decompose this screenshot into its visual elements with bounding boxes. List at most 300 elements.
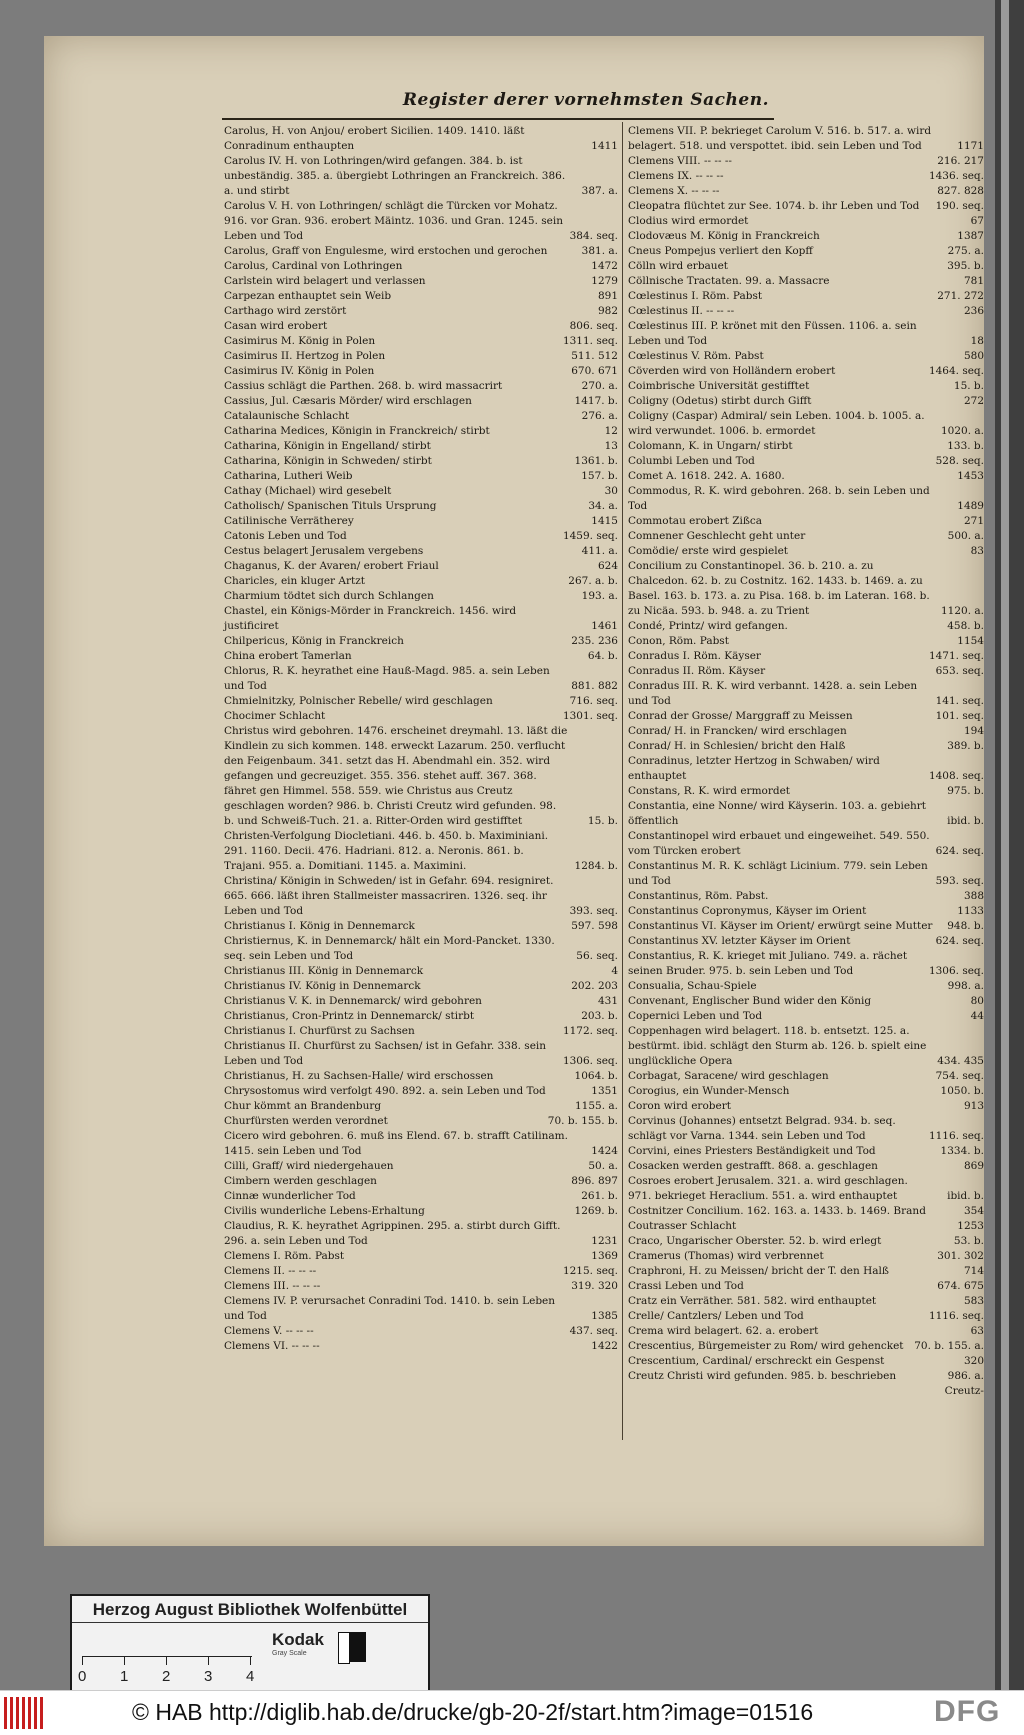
entry-text: Comödie/ erste wird gespielet bbox=[628, 545, 789, 557]
entry-text: Crassi Leben und Tod bbox=[628, 1280, 744, 1292]
entry-page-ref: 597. 598 bbox=[571, 920, 618, 932]
entry-page-ref: 891 bbox=[597, 290, 618, 302]
entry-text: Convenant, Englischer Bund wider den König bbox=[628, 995, 872, 1007]
index-entry bbox=[224, 1294, 618, 1324]
entry-text: Clemens VIII. -- -- -- bbox=[628, 155, 732, 167]
index-entry bbox=[224, 274, 618, 289]
entry-page-ref: 80 bbox=[970, 995, 984, 1007]
entry-text: Catilinische Verrätherey bbox=[224, 515, 354, 527]
entry-text: Churfürsten werden verordnet bbox=[224, 1115, 388, 1127]
entry-text: Chlorus, R. K. heyrathet eine Hauß-Magd. 985. a. sein Leben und Tod bbox=[224, 665, 550, 692]
entry-text: Chilpericus, König in Franckreich bbox=[224, 635, 404, 647]
entry-text: Coligny (Caspar) Admiral/ sein Leben. 1004. b. 1005. a. wird verwundet. 1006. b. ermordet bbox=[628, 410, 925, 437]
index-entry bbox=[224, 724, 618, 829]
entry-page-ref: 101. seq. bbox=[935, 710, 984, 722]
index-entry bbox=[224, 334, 618, 349]
index-entry bbox=[628, 1339, 984, 1354]
index-entry bbox=[224, 1024, 618, 1039]
entry-page-ref: 1453 bbox=[957, 470, 984, 482]
library-name: Herzog August Bibliothek Wolfenbüttel bbox=[92, 1600, 408, 1619]
entry-page-ref: 624. seq. bbox=[935, 845, 984, 857]
entry-page-ref: 1471. seq. bbox=[928, 650, 984, 662]
entry-text: Corvinus (Johannes) entsetzt Belgrad. 934. b. seq. schlägt vor Varna. 1344. sein Leben und Tod bbox=[628, 1115, 896, 1142]
entry-page-ref: 320 bbox=[963, 1355, 984, 1367]
entry-text: Clemens V. -- -- -- bbox=[224, 1325, 314, 1337]
index-entry bbox=[628, 304, 984, 319]
entry-text: Christus wird gebohren. 1476. erscheinet dreymahl. 13. läßt die Kindlein zu sich kommen. 148. erweckt Lazarum. 250. verflucht den Feigenbaum. 341. setzt das H. Abendmahl ein. 352. wird gefangen und gecreuziget. 355. 356. stehet auff. 367. 368. fähret gen Himmel. 558. 559. wie Christus aus Creutz geschlagen worden? 986. b. Christi Creutz wird gefunden. 98. b. und Schweiß-Tuch. 21. a. Ritter-Orden wird gestifftet bbox=[224, 725, 568, 827]
entry-text: Claudius, R. K. heyrathet Agrippinen. 295. a. stirbt durch Gifft. 296. a. sein Leben und Tod bbox=[224, 1220, 561, 1247]
kodak-logo: Kodak bbox=[272, 1630, 324, 1649]
index-entry bbox=[224, 1219, 618, 1249]
index-entry bbox=[224, 289, 618, 304]
index-entry bbox=[224, 1324, 618, 1339]
index-entry bbox=[224, 1129, 618, 1159]
gray-patch-light bbox=[338, 1632, 350, 1664]
index-entry bbox=[224, 484, 618, 499]
entry-text: Costnitzer Concilium. 162. 163. a. 1433. b. 1469. Brand bbox=[628, 1205, 926, 1217]
entry-page-ref: 56. seq. bbox=[576, 950, 618, 962]
index-entry bbox=[224, 1264, 618, 1279]
index-entry bbox=[628, 409, 984, 439]
entry-text: Christianus III. König in Dennemarck bbox=[224, 965, 424, 977]
index-entry bbox=[628, 1219, 984, 1234]
entry-text: Chrysostomus wird verfolgt 490. 892. a. sein Leben und Tod bbox=[224, 1085, 546, 1097]
entry-page-ref: 948. b. bbox=[947, 920, 984, 932]
entry-page-ref: 270. a. bbox=[581, 380, 618, 392]
index-entry bbox=[224, 694, 618, 709]
entry-text: Cœlestinus III. P. krönet mit den Füssen. 1106. a. sein Leben und Tod bbox=[628, 320, 917, 347]
entry-page-ref: 4 bbox=[611, 965, 618, 977]
entry-text: Clemens VII. P. bekrieget Carolum V. 516. b. 517. a. wird belagert. 518. und verspottet. ibid. sein Leben und Tod bbox=[628, 125, 932, 152]
entry-page-ref: 354 bbox=[963, 1205, 984, 1217]
entry-page-ref: 388 bbox=[963, 890, 984, 902]
entry-page-ref: 913 bbox=[963, 1100, 984, 1112]
index-entry bbox=[628, 469, 984, 484]
index-entry bbox=[628, 1069, 984, 1084]
index-entry bbox=[628, 349, 984, 364]
entry-page-ref: 275. a. bbox=[947, 245, 984, 257]
index-entry bbox=[224, 709, 618, 724]
entry-text: Creutz Christi wird gefunden. 985. b. beschrieben bbox=[628, 1370, 897, 1382]
entry-page-ref: 998. a. bbox=[947, 980, 984, 992]
entry-page-ref: 431 bbox=[597, 995, 618, 1007]
index-entry bbox=[224, 994, 618, 1009]
entry-text: Clemens IV. P. verursachet Conradini Tod. 1410. b. sein Leben und Tod bbox=[224, 1295, 556, 1322]
entry-text: Constantinus VI. Käyser im Orient/ erwürgt seine Mutter bbox=[628, 920, 933, 932]
entry-text: Commotau erobert Zißca bbox=[628, 515, 763, 527]
index-entry bbox=[224, 589, 618, 604]
index-entry bbox=[628, 1204, 984, 1219]
entry-page-ref: 511. 512 bbox=[571, 350, 618, 362]
entry-page-ref: 13 bbox=[604, 440, 618, 452]
index-entry bbox=[628, 259, 984, 274]
entry-text: Catholisch/ Spanischen Tituls Ursprung bbox=[224, 500, 437, 512]
entry-page-ref: 133. b. bbox=[947, 440, 984, 452]
entry-page-ref: 714 bbox=[963, 1265, 984, 1277]
index-entry bbox=[628, 1144, 984, 1159]
index-entry bbox=[224, 529, 618, 544]
entry-text: Clemens II. -- -- -- bbox=[224, 1265, 317, 1277]
entry-page-ref: 1020. a. bbox=[941, 425, 984, 437]
entry-text: Casan wird erobert bbox=[224, 320, 328, 332]
index-entry bbox=[628, 154, 984, 169]
index-entry bbox=[224, 934, 618, 964]
entry-page-ref: 64. b. bbox=[587, 650, 618, 662]
entry-text: Copernici Leben und Tod bbox=[628, 1010, 763, 1022]
index-entry bbox=[224, 979, 618, 994]
entry-page-ref: 1464. seq. bbox=[928, 365, 984, 377]
index-entry bbox=[224, 469, 618, 484]
entry-page-ref: 1253 bbox=[957, 1220, 984, 1232]
entry-text: Chaganus, K. der Avaren/ erobert Friaul bbox=[224, 560, 439, 572]
index-entry bbox=[628, 1174, 984, 1204]
entry-text: Conradinus, letzter Hertzog in Schwaben/ wird enthauptet bbox=[628, 755, 880, 782]
entry-text: Constantinus Copronymus, Käyser im Orient bbox=[628, 905, 867, 917]
entry-text: Conrad/ H. in Schlesien/ bricht den Halß bbox=[628, 740, 846, 752]
entry-text: Constantinus XV. letzter Käyser im Orient bbox=[628, 935, 851, 947]
entry-text: Carolus, Graff von Engulesme, wird erstochen und gerochen bbox=[224, 245, 548, 257]
entry-page-ref: 15. b. bbox=[953, 380, 984, 392]
entry-text: Cœlestinus II. -- -- -- bbox=[628, 305, 735, 317]
entry-page-ref: 216. 217 bbox=[937, 155, 984, 167]
entry-page-ref: 528. seq. bbox=[935, 455, 984, 467]
page-header: Register derer vornehmsten Sachen. bbox=[402, 90, 769, 110]
index-entry bbox=[628, 559, 984, 619]
entry-text: Carthago wird zerstört bbox=[224, 305, 347, 317]
entry-text: Carolus V. H. von Lothringen/ schlägt die Türcken vor Mohatz. 916. vor Gran. 936. erobert Mäintz. 1036. und Gran. 1245. sein Leben und Tod bbox=[224, 200, 563, 242]
entry-text: Clemens IX. -- -- -- bbox=[628, 170, 724, 182]
index-entry bbox=[224, 1099, 618, 1114]
entry-text: Chur kömmt an Brandenburg bbox=[224, 1100, 382, 1112]
entry-page-ref: 70. b. 155. b. bbox=[547, 1115, 618, 1127]
entry-page-ref: 1415 bbox=[591, 515, 618, 527]
entry-text: Conrad/ H. in Francken/ wird erschlagen bbox=[628, 725, 847, 737]
index-entry bbox=[628, 799, 984, 829]
entry-page-ref: 1411 bbox=[591, 140, 618, 152]
entry-text: Cestus belagert Jerusalem vergebens bbox=[224, 545, 424, 557]
entry-text: Constans, R. K. wird ermordet bbox=[628, 785, 791, 797]
index-entry bbox=[628, 379, 984, 394]
entry-page-ref: 434. 435 bbox=[937, 1055, 984, 1067]
hab-logo-icon bbox=[4, 1697, 46, 1729]
index-entry bbox=[224, 919, 618, 934]
index-entry bbox=[628, 529, 984, 544]
index-entry bbox=[628, 1099, 984, 1114]
index-entry bbox=[628, 1114, 984, 1144]
entry-page-ref: 458. b. bbox=[947, 620, 984, 632]
entry-page-ref: 157. b. bbox=[581, 470, 618, 482]
entry-text: Cilli, Graff/ wird niedergehauen bbox=[224, 1160, 394, 1172]
index-entry bbox=[628, 949, 984, 979]
index-entry bbox=[628, 709, 984, 724]
entry-page-ref: 716. seq. bbox=[569, 695, 618, 707]
entry-page-ref: 653. seq. bbox=[935, 665, 984, 677]
index-entry bbox=[224, 319, 618, 334]
index-entry bbox=[224, 349, 618, 364]
entry-text: Catharina, Lutheri Weib bbox=[224, 470, 353, 482]
entry-page-ref: 624 bbox=[597, 560, 618, 572]
entry-text: Constantinus M. R. K. schlägt Licinium. 779. sein Leben und Tod bbox=[628, 860, 928, 887]
index-entry bbox=[628, 649, 984, 664]
book-spine bbox=[995, 0, 1024, 1690]
index-entry bbox=[628, 454, 984, 469]
index-entry bbox=[224, 259, 618, 274]
index-entry bbox=[224, 559, 618, 574]
entry-text: Carolus, H. von Anjou/ erobert Sicilien. 1409. 1410. läßt Conradinum enthaupten bbox=[224, 125, 525, 152]
entry-page-ref: 1417. b. bbox=[574, 395, 618, 407]
entry-text: Craco, Ungarischer Oberster. 52. b. wird erlegt bbox=[628, 1235, 882, 1247]
entry-text: Charmium tödtet sich durch Schlangen bbox=[224, 590, 434, 602]
entry-text: Casimirus M. König in Polen bbox=[224, 335, 376, 347]
index-entry bbox=[628, 184, 984, 199]
entry-page-ref: 580 bbox=[963, 350, 984, 362]
entry-page-ref: 1050. b. bbox=[940, 1085, 984, 1097]
index-entry bbox=[628, 1234, 984, 1249]
entry-text: Chocimer Schlacht bbox=[224, 710, 326, 722]
entry-text: Conrad der Grosse/ Marggraff zu Meissen bbox=[628, 710, 853, 722]
entry-page-ref: 70. b. 155. a. bbox=[914, 1340, 984, 1352]
entry-text: Cinnæ wunderlicher Tod bbox=[224, 1190, 356, 1202]
entry-text: Craphroni, H. zu Meissen/ bricht der T. den Halß bbox=[628, 1265, 889, 1277]
entry-text: Cöverden wird von Holländern erobert bbox=[628, 365, 836, 377]
entry-page-ref: 15. b. bbox=[587, 815, 618, 827]
index-entry bbox=[628, 784, 984, 799]
index-entry bbox=[224, 1009, 618, 1024]
entry-page-ref: 869 bbox=[963, 1160, 984, 1172]
entry-text: Cicero wird gebohren. 6. muß ins Elend. 67. b. strafft Catilinam. 1415. sein Leben und Tod bbox=[224, 1130, 568, 1157]
entry-page-ref: 63 bbox=[970, 1325, 984, 1337]
entry-text: Corogius, ein Wunder-Mensch bbox=[628, 1085, 790, 1097]
entry-page-ref: 236 bbox=[963, 305, 984, 317]
index-entry bbox=[628, 229, 984, 244]
entry-text: Cleopatra flüchtet zur See. 1074. b. ihr Leben und Tod bbox=[628, 200, 920, 212]
entry-text: Clemens III. -- -- -- bbox=[224, 1280, 321, 1292]
entry-text: Cœlestinus V. Röm. Pabst bbox=[628, 350, 764, 362]
index-entry bbox=[628, 544, 984, 559]
entry-page-ref: 1351 bbox=[591, 1085, 618, 1097]
entry-page-ref: 1301. seq. bbox=[562, 710, 618, 722]
entry-text: Constantinus, Röm. Pabst. bbox=[628, 890, 769, 902]
entry-text: Cassius, Jul. Cæsaris Mörder/ wird erschlagen bbox=[224, 395, 472, 407]
entry-text: Conradus I. Röm. Käyser bbox=[628, 650, 761, 662]
entry-page-ref: 881. 882 bbox=[571, 680, 618, 692]
entry-page-ref: 975. b. bbox=[947, 785, 984, 797]
index-entry bbox=[224, 394, 618, 409]
entry-page-ref: 674. 675 bbox=[937, 1280, 984, 1292]
index-entry bbox=[628, 274, 984, 289]
entry-page-ref: 202. 203 bbox=[571, 980, 618, 992]
entry-text: Cosroes erobert Jerusalem. 321. a. wird geschlagen. 971. bekrieget Heraclium. 551. a. wird enthauptet bbox=[628, 1175, 908, 1202]
entry-page-ref: 194 bbox=[963, 725, 984, 737]
entry-text: Cimbern werden geschlagen bbox=[224, 1175, 377, 1187]
entry-text: Conon, Röm. Pabst bbox=[628, 635, 729, 647]
index-entry bbox=[628, 244, 984, 259]
entry-text: Cölln wird erbauet bbox=[628, 260, 729, 272]
index-entry bbox=[628, 439, 984, 454]
entry-page-ref: 261. b. bbox=[581, 1190, 618, 1202]
entry-text: Catharina, Königin in Schweden/ stirbt bbox=[224, 455, 432, 467]
entry-text: Comnener Geschlecht geht unter bbox=[628, 530, 806, 542]
entry-page-ref: 30 bbox=[604, 485, 618, 497]
index-entry bbox=[628, 739, 984, 754]
entry-page-ref: 411. a. bbox=[581, 545, 618, 557]
entry-page-ref: Creutz- bbox=[944, 1385, 984, 1397]
entry-text: Clodius wird ermordet bbox=[628, 215, 749, 227]
entry-page-ref: 1231 bbox=[591, 1235, 618, 1247]
entry-text: Coron wird erobert bbox=[628, 1100, 731, 1112]
entry-text: Christina/ Königin in Schweden/ ist in Gefahr. 694. resigniret. 665. 666. läßt ihren Stallmeister massacriren. 1326. seq. ihr Leben und Tod bbox=[224, 875, 554, 917]
index-entry bbox=[628, 1294, 984, 1309]
entry-text: Christianus II. Churfürst zu Sachsen/ ist in Gefahr. 338. sein Leben und Tod bbox=[224, 1040, 547, 1067]
entry-text: Clemens I. Röm. Pabst bbox=[224, 1250, 345, 1262]
right-column bbox=[628, 124, 984, 1399]
entry-page-ref: 271 bbox=[963, 515, 984, 527]
viewer-footer bbox=[0, 1690, 1024, 1735]
entry-text: Constantius, R. K. krieget mit Juliano. 749. a. rächet seinen Bruder. 975. b. sein Leben und Tod bbox=[628, 950, 908, 977]
index-entry bbox=[224, 574, 618, 589]
entry-page-ref: 67 bbox=[970, 215, 984, 227]
entry-text: Constantia, eine Nonne/ wird Käyserin. 103. a. gebiehrt öffentlich bbox=[628, 800, 927, 827]
index-entry bbox=[628, 754, 984, 784]
index-entry bbox=[628, 934, 984, 949]
index-entry bbox=[224, 664, 618, 694]
index-entry bbox=[628, 484, 984, 514]
index-entry bbox=[224, 1069, 618, 1084]
entry-text: Colomann, K. in Ungarn/ stirbt bbox=[628, 440, 793, 452]
index-entry bbox=[224, 1189, 618, 1204]
entry-text: Clemens X. -- -- -- bbox=[628, 185, 720, 197]
entry-text: Christianus, H. zu Sachsen-Halle/ wird erschossen bbox=[224, 1070, 494, 1082]
entry-text: Carolus, Cardinal von Lothringen bbox=[224, 260, 403, 272]
entry-page-ref: 83 bbox=[970, 545, 984, 557]
ruler-number: 0 bbox=[78, 1668, 87, 1685]
entry-text: Christen-Verfolgung Diocletiani. 446. b. 450. b. Maximiniani. 291. 1160. Decii. 476. Hadriani. 812. a. Neronis. 861. b. Trajani. 955. a. Domitiani. 1145. a. Maximini. bbox=[224, 830, 549, 872]
entry-text: Cathay (Michael) wird gesebelt bbox=[224, 485, 392, 497]
index-entry bbox=[628, 1249, 984, 1264]
entry-text: Catalaunische Schlacht bbox=[224, 410, 350, 422]
entry-text: Clodovæus M. König in Franckreich bbox=[628, 230, 820, 242]
index-entry bbox=[224, 499, 618, 514]
entry-page-ref: 193. a. bbox=[581, 590, 618, 602]
index-entry bbox=[224, 964, 618, 979]
entry-page-ref: 1422 bbox=[591, 1340, 618, 1352]
entry-page-ref: 53. b. bbox=[953, 1235, 984, 1247]
header-rule bbox=[222, 118, 774, 120]
index-entry bbox=[628, 1369, 984, 1384]
index-entry bbox=[224, 649, 618, 664]
entry-text: Cosacken werden gestrafft. 868. a. geschlagen bbox=[628, 1160, 878, 1172]
entry-page-ref: 1155. a. bbox=[575, 1100, 618, 1112]
copyright-url[interactable]: © HAB http://diglib.hab.de/drucke/gb-20-2f/start.htm?image=01516 bbox=[132, 1699, 814, 1725]
entry-text: Christiernus, K. in Dennemarck/ hält ein Mord-Pancket. 1330. seq. sein Leben und Tod bbox=[224, 935, 555, 962]
entry-text: Corvini, eines Priesters Beständigkeit und Tod bbox=[628, 1145, 876, 1157]
entry-page-ref: 1461 bbox=[591, 620, 618, 632]
entry-page-ref: 384. seq. bbox=[569, 230, 618, 242]
ruler-number: 1 bbox=[120, 1668, 129, 1685]
index-entry bbox=[224, 1174, 618, 1189]
index-entry bbox=[224, 1279, 618, 1294]
entry-page-ref: 1154 bbox=[957, 635, 984, 647]
entry-page-ref: 141. seq. bbox=[935, 695, 984, 707]
entry-text: Crescentium, Cardinal/ erschreckt ein Gespenst bbox=[628, 1355, 885, 1367]
entry-page-ref: 1064. b. bbox=[574, 1070, 618, 1082]
entry-page-ref: 387. a. bbox=[581, 185, 618, 197]
index-entry bbox=[224, 1039, 618, 1069]
entry-text: Coutrasser Schlacht bbox=[628, 1220, 737, 1232]
index-entry bbox=[224, 1084, 618, 1099]
index-entry bbox=[224, 124, 618, 154]
document-page bbox=[44, 36, 984, 1546]
entry-text: Catharina, Königin in Engelland/ stirbt bbox=[224, 440, 431, 452]
entry-text: Conradus II. Röm. Käyser bbox=[628, 665, 766, 677]
index-entry bbox=[224, 379, 618, 394]
index-entry bbox=[628, 124, 984, 154]
entry-page-ref: 1408. seq. bbox=[928, 770, 984, 782]
entry-page-ref: 1284. b. bbox=[574, 860, 618, 872]
index-entry bbox=[628, 1279, 984, 1294]
entry-text: Carpezan enthauptet sein Weib bbox=[224, 290, 392, 302]
index-entry bbox=[628, 679, 984, 709]
entry-text: Cöllnische Tractaten. 99. a. Massacre bbox=[628, 275, 830, 287]
color-calibration-bar bbox=[70, 1594, 430, 1694]
entry-text: Cœlestinus I. Röm. Pabst bbox=[628, 290, 763, 302]
entry-text: Crema wird belagert. 62. a. erobert bbox=[628, 1325, 819, 1337]
entry-text: Carlstein wird belagert und verlassen bbox=[224, 275, 426, 287]
entry-text: Coligny (Odetus) stirbt durch Gifft bbox=[628, 395, 812, 407]
index-entry bbox=[224, 514, 618, 529]
entry-page-ref: 1334. b. bbox=[940, 1145, 984, 1157]
index-entry bbox=[224, 454, 618, 469]
entry-page-ref: 1172. seq. bbox=[562, 1025, 618, 1037]
entry-text: Constantinopel wird erbauet und eingeweihet. 549. 550. vom Türcken erobert bbox=[628, 830, 930, 857]
index-entry bbox=[224, 1204, 618, 1219]
index-entry bbox=[224, 544, 618, 559]
entry-text: Coimbrische Universität gestifftet bbox=[628, 380, 810, 392]
entry-text: Consualia, Schau-Spiele bbox=[628, 980, 757, 992]
entry-page-ref: 593. seq. bbox=[935, 875, 984, 887]
entry-page-ref: ibid. b. bbox=[947, 815, 984, 827]
entry-text: Christianus, Cron-Printz in Dennemarck/ stirbt bbox=[224, 1010, 475, 1022]
index-entry bbox=[224, 634, 618, 649]
entry-page-ref: 1436. seq. bbox=[928, 170, 984, 182]
entry-page-ref: 1424 bbox=[591, 1145, 618, 1157]
index-entry bbox=[628, 829, 984, 859]
index-entry bbox=[628, 1354, 984, 1369]
entry-page-ref: 1369 bbox=[591, 1250, 618, 1262]
entry-text: Christianus I. Churfürst zu Sachsen bbox=[224, 1025, 415, 1037]
entry-page-ref: 1387 bbox=[957, 230, 984, 242]
entry-page-ref: 1116. seq. bbox=[928, 1130, 984, 1142]
entry-text: Catharina Medices, Königin in Franckreich/ stirbt bbox=[224, 425, 490, 437]
index-entry bbox=[628, 1084, 984, 1099]
entry-text: Civilis wunderliche Lebens-Erhaltung bbox=[224, 1205, 425, 1217]
entry-page-ref: 18 bbox=[970, 335, 984, 347]
entry-page-ref: 1472 bbox=[591, 260, 618, 272]
entry-page-ref: 301. 302 bbox=[937, 1250, 984, 1262]
index-entry bbox=[628, 394, 984, 409]
index-entry bbox=[628, 199, 984, 214]
index-entry bbox=[224, 874, 618, 919]
entry-page-ref: 267. a. b. bbox=[568, 575, 618, 587]
index-entry bbox=[224, 424, 618, 439]
entry-page-ref: 1279 bbox=[591, 275, 618, 287]
entry-page-ref: 1385 bbox=[591, 1310, 618, 1322]
index-entry bbox=[628, 979, 984, 994]
entry-text: Concilium zu Constantinopel. 36. b. 210. a. zu Chalcedon. 62. b. zu Costnitz. 162. 1433. b. 1469. a. zu Basel. 163. b. 173. a. zu Pisa. 168. b. im Lateran. 168. b. zu Nicäa. 593. b. 948. a. zu Trient bbox=[628, 560, 930, 617]
index-entry bbox=[628, 289, 984, 304]
column-divider bbox=[622, 122, 623, 1440]
index-entry bbox=[224, 604, 618, 634]
